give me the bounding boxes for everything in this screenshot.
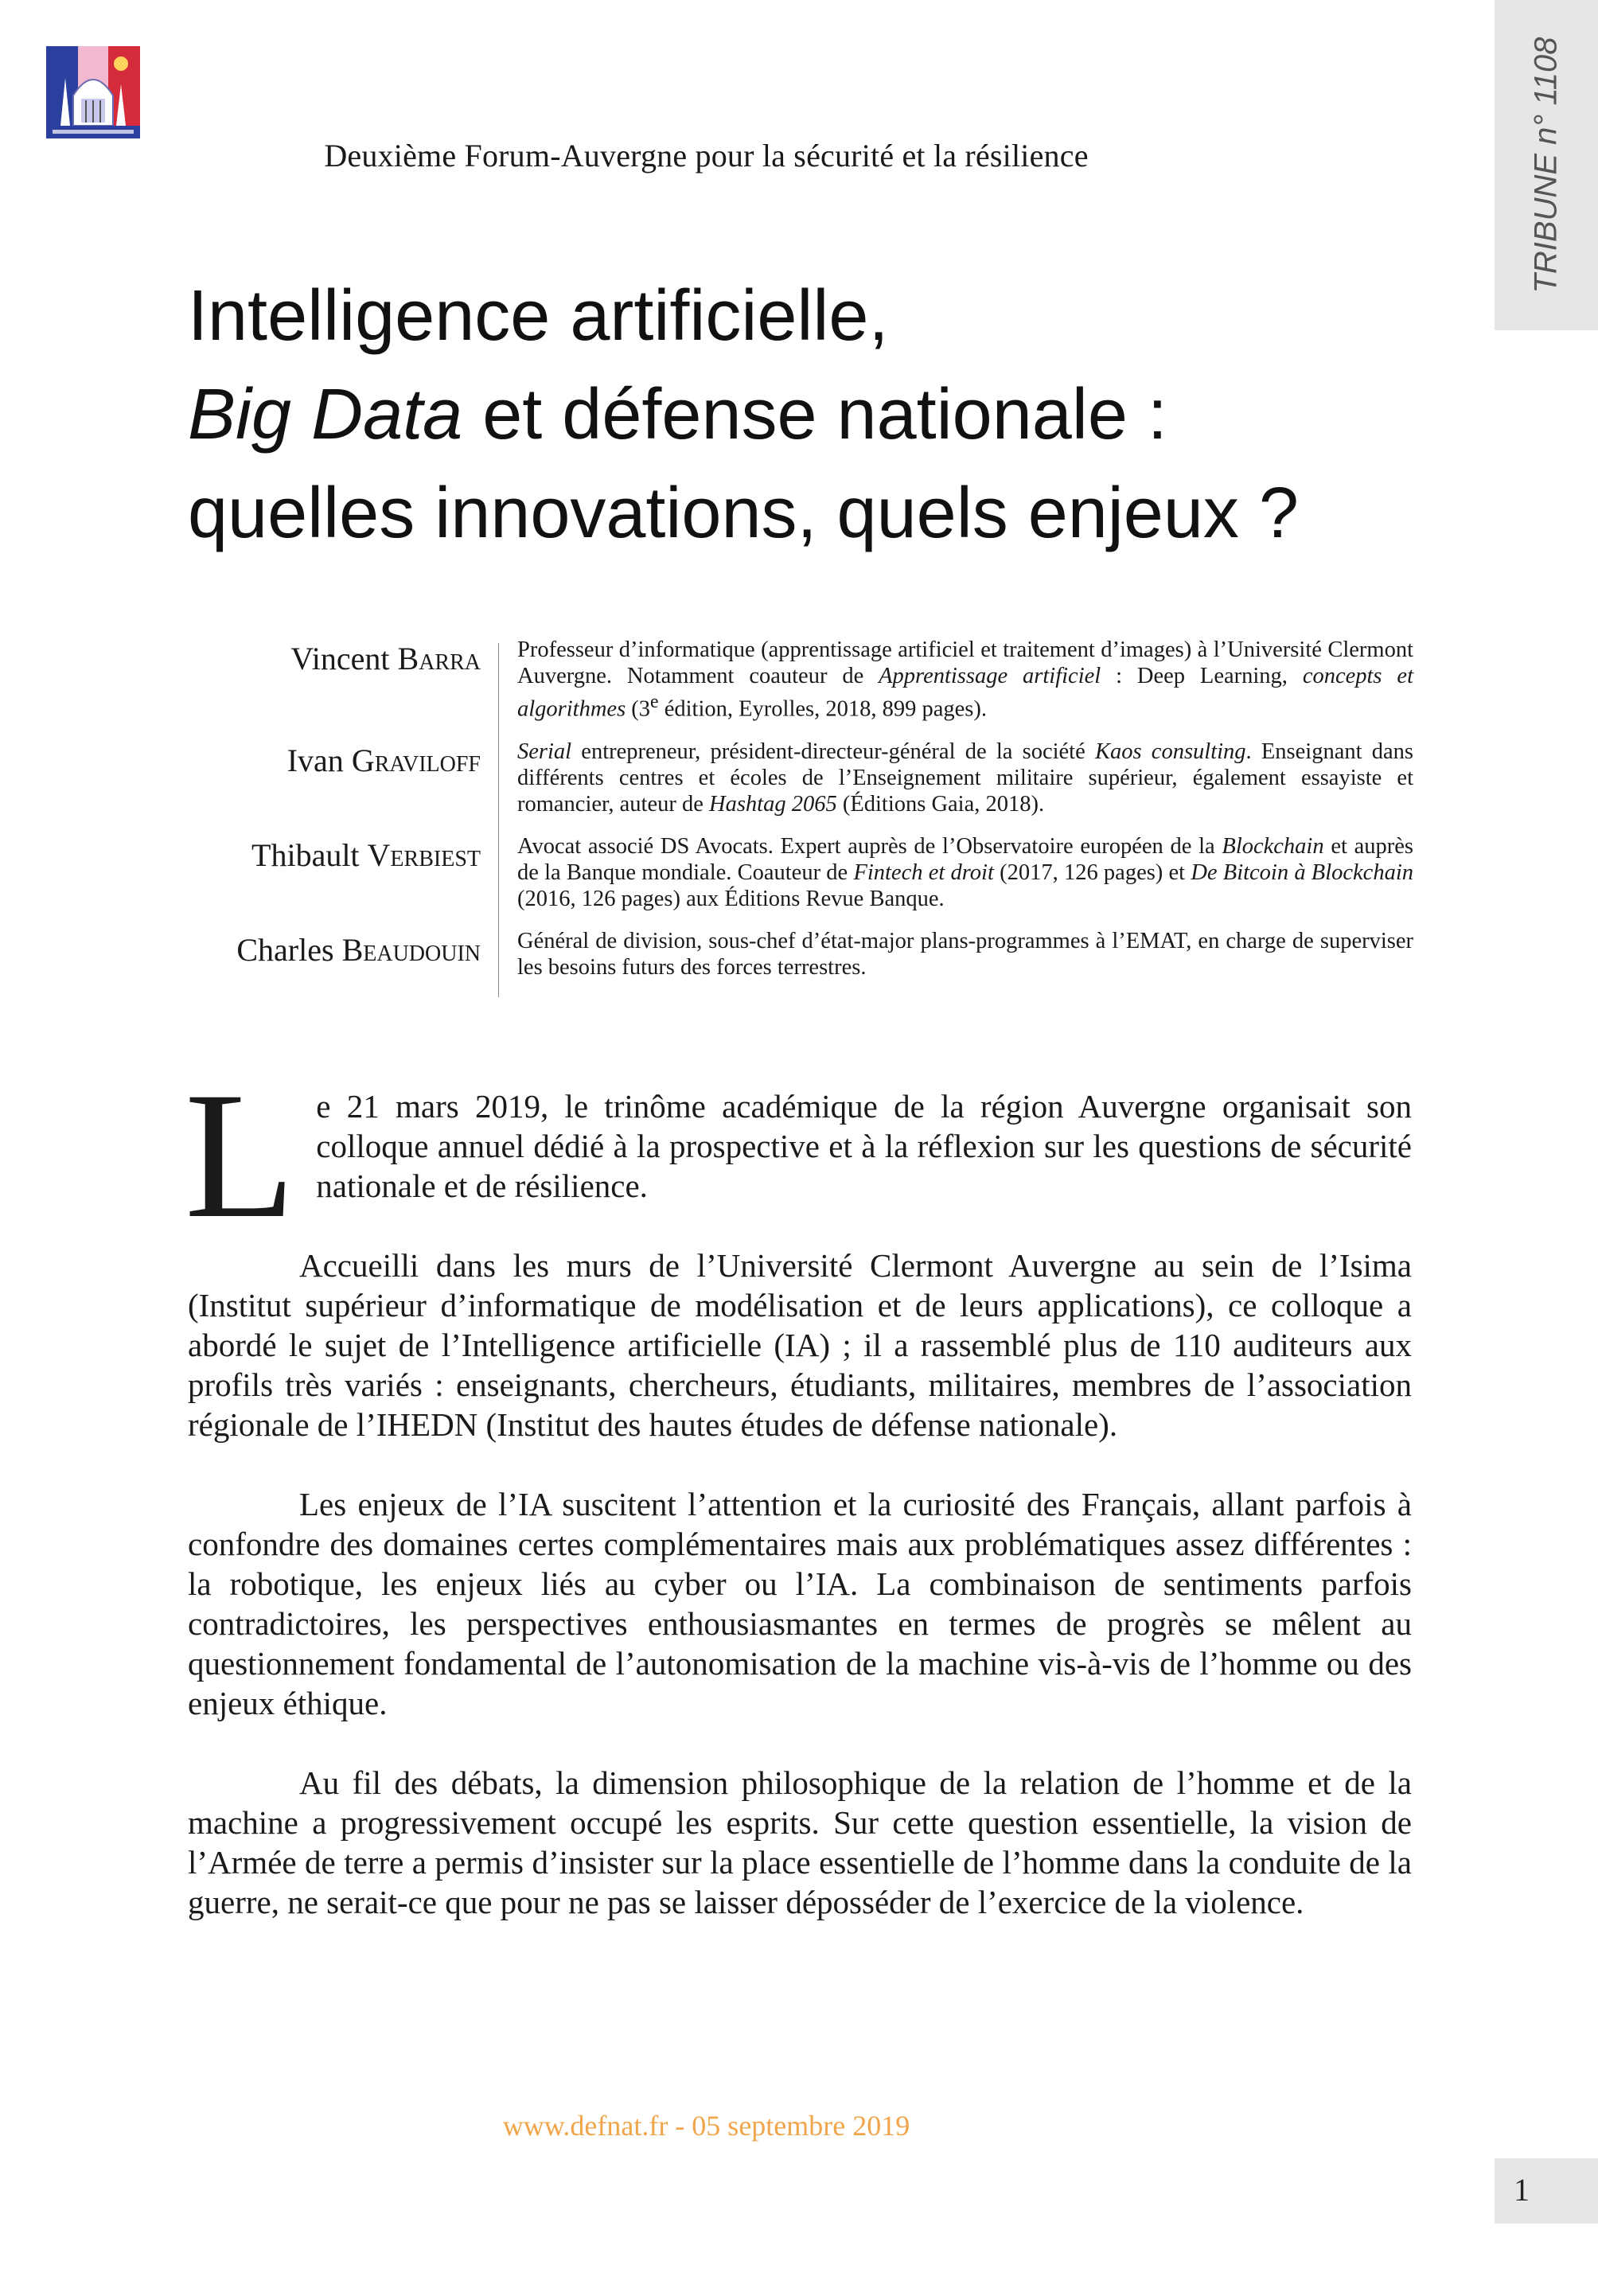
author-bio: Général de division, sous-chef d’état-major plans-programmes à l’EMAT, en charge de superviser les besoins futurs des forces terrestres. [517, 928, 1413, 980]
author-entry [188, 739, 1413, 833]
author-list [188, 637, 1413, 996]
title-line-2-italic: Big Data [188, 375, 463, 454]
revue-logo [46, 46, 140, 138]
page-number: 1 [1514, 2172, 1530, 2208]
author-name: Thibault Verbiest [251, 836, 481, 873]
author-bio: Professeur d’informatique (apprentissage artificiel et traitement d’images) à l’Université Clermont Auvergne. Notamment coauteur de Apprentissage artificiel : Deep Learning, concepts et algorithmes (3e édition, Eyrolles, 2018, 899 pages). [517, 637, 1413, 722]
author-name: Vincent Barra [290, 641, 481, 676]
paragraph-2: Accueilli dans les murs de l’Université Clermont Auvergne au sein de l’Isima (Institut supérieur d’informatique de modélisation et de leurs applications), ce colloque a abordé le sujet de l’Intelligence artificielle (IA) ; il a rassemblé plus de 110 auditeurs aux profils très variés : enseignants, chercheurs, étudiants, militaires, membres de l’association régionale de l’IHEDN (Institut des hautes études de défense nationale). [188, 1247, 1412, 1443]
author-bio: Serial entrepreneur, président-directeur-général de la société Kaos consulting. Enseignant dans différents centres et écoles de l’Enseignement militaire supérieur, également essayiste et romancier, auteur de Hashtag 2065 (Éditions Gaia, 2018). [517, 739, 1413, 817]
title-line-3: quelles innovations, quels enjeux ? [188, 474, 1299, 553]
page-number-tab [1495, 2158, 1598, 2224]
article-body [185, 1055, 1412, 1962]
tribune-number: TRIBUNE n° 1108 [1528, 37, 1564, 294]
paragraph-1: Le 21 mars 2019, le trinôme académique de la région Auvergne organisait son colloque annuel dédié à la prospective et à la réflexion sur les questions de sécurité nationale et de résilience. [185, 1055, 1412, 1256]
paragraph-4: Au fil des débats, la dimension philosophique de la relation de l’homme et de la machine a progressivement occupé les esprits. Sur cette question essentielle, la vision de l’Armée de terre a permis d’insister sur la place essentielle de l’homme dans la conduite de la guerre, ne serait-ce que pour ne pas se laisser déposséder de l’exercice de la violence. [188, 1764, 1412, 1920]
drop-cap: L [185, 1055, 296, 1256]
author-entry [188, 637, 1413, 739]
author-name: Charles Beaudouin [236, 931, 481, 968]
author-entry [188, 833, 1413, 928]
footer-link[interactable]: www.defnat.fr - 05 septembre 2019 [502, 2110, 910, 2142]
author-entry [188, 928, 1413, 996]
author-bio: Avocat associé DS Avocats. Expert auprès de l’Observatoire européen de la Blockchain et auprès de la Banque mondiale. Coauteur de Fintech et droit (2017, 126 pages) et De Bitcoin à Blockchain (2016, 126 pages) aux Éditions Revue Banque. [517, 833, 1413, 911]
paragraph-3: Les enjeux de l’IA suscitent l’attention et la curiosité des Français, allant parfois à confondre des domaines certes complémentaires mais aux problématiques assez différentes : la robotique, les enjeux liés au cyber ou l’IA. La combinaison de sentiments parfois contradictoires, les perspectives enthousiasmantes en termes de progrès se mêlent au questionnement fondamental de l’autonomisation de la machine vis-à-vis de l’homme ou des enjeux éthique. [188, 1486, 1412, 1721]
article-title [188, 267, 1429, 563]
author-name: Ivan Graviloff [286, 742, 481, 778]
title-line-1: Intelligence artificielle, [188, 276, 889, 356]
revue-emblem-graphic [46, 46, 140, 138]
title-line-2: et défense nationale : [462, 375, 1167, 454]
tribune-tab [1495, 0, 1598, 330]
running-header: Deuxième Forum-Auvergne pour la sécurité et la résilience [324, 138, 1089, 173]
